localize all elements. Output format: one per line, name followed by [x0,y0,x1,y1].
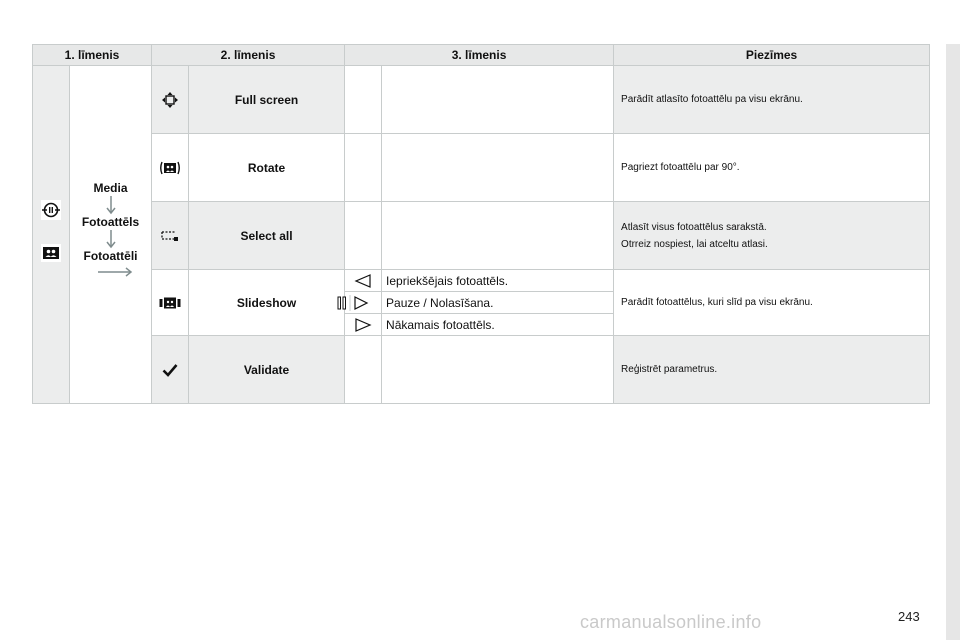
table-row [33,202,930,270]
validate-icon-cell [152,336,189,404]
full-screen-note: Parādīt atlasīto fotoattēlu pa visu ekrānu. [614,66,930,134]
arrow-down-icon [103,229,119,249]
rotate-icon [159,160,181,176]
level2-path-cell [70,66,152,404]
page-number: 243 [898,609,920,624]
next-text: Nākamais fotoattēls. [382,314,614,336]
arrow-down-icon [103,195,119,215]
select-all-note: Atlasīt visus fotoattēlus sarakstā. Otrreiz nospiest, lai atceltu atlasi. [614,202,930,270]
header-level3: 3. līmenis [345,45,614,66]
table-row [33,270,930,292]
header-level2: 2. līmenis [152,45,345,66]
previous-icon-cell [345,270,382,292]
slideshow-icon-cell [152,270,189,336]
pause-play-icon [336,295,370,311]
path-photos: Fotoattēli [83,248,138,263]
full-screen-icon-cell [152,66,189,134]
settings-table [32,44,930,404]
slideshow-icon [159,297,181,309]
next-icon-cell [345,314,382,336]
table-row [33,66,930,134]
media-source-icon [40,199,62,221]
validate-note: Reģistrēt parametrus. [614,336,930,404]
previous-icon [354,273,372,289]
previous-text: Iepriekšējais fotoattēls. [382,270,614,292]
validate-label: Validate [189,336,345,404]
header-level1: 1. līmenis [33,45,152,66]
arrow-right-icon [96,265,136,279]
full-screen-label: Full screen [189,66,345,134]
table-row [33,336,930,404]
side-strip [946,44,960,640]
select-all-label: Select all [189,202,345,270]
pause-play-text: Pauze / Nolasīšana. [382,292,614,314]
path-media: Media [93,180,128,195]
table-row [33,134,930,202]
rotate-icon-cell [152,134,189,202]
full-screen-icon [161,91,179,109]
table-header-row [33,45,930,66]
level1-icon-cell [33,66,70,404]
slideshow-note: Parādīt fotoattēlus, kuri slīd pa visu ekrānu. [614,270,930,336]
rotate-note: Pagriezt fotoattēlu par 90°. [614,134,930,202]
checkmark-icon [162,363,178,377]
header-notes: Piezīmes [614,45,930,66]
next-icon [354,317,372,333]
watermark: carmanualsonline.info [580,612,762,632]
path-photo: Fotoattēls [81,214,140,229]
select-all-icon [160,229,180,243]
pause-play-icon-cell [345,292,382,314]
slideshow-label: Slideshow [189,270,345,336]
select-all-icon-cell [152,202,189,270]
rotate-label: Rotate [189,134,345,202]
photo-icon [40,243,62,263]
